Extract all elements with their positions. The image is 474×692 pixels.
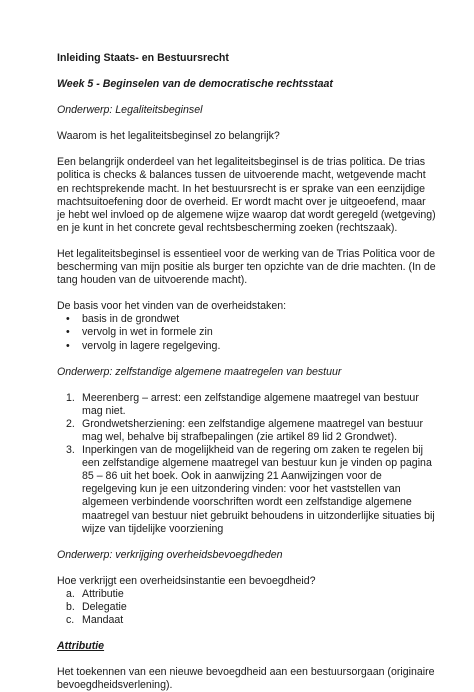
basis-intro: De basis voor het vinden van de overheidstaken: xyxy=(57,300,287,313)
question-bevoegdheid: Hoe verkrijgt een overheidsinstantie een bevoegdheid? xyxy=(57,574,316,587)
bullet-icon: • xyxy=(66,313,70,326)
list-item: c. Mandaat xyxy=(66,614,124,627)
list-item: a. Attributie xyxy=(66,587,124,600)
list-item: 2. Grondwetsherziening: een zelfstandige algemene maatregel van bestuur mag wel, behalve bij strafbepalingen (zie artikel 89 lid 2 Grondwet). xyxy=(66,417,423,443)
question-legaliteit: Waarom is het legaliteitsbeginsel zo belangrijk? xyxy=(57,130,280,143)
list-item: 3. Inperkingen van de mogelijkheid van de regering om zaken te regelen bij een zelfstandige algemene maatregel van bestuur kun je vinden op pagina 85 – 86 uit het boek. Ook in aanwijzing 21 Aanwijzingen voor de regelgeving kun je een uitzondering vinden: voor het vaststellen van algemeen verbindende voorschriften wordt een zelfstandige algemene maatregel van bestuur niet gebruikt behoudens in uitzonderlijke situaties bij wijze van tijdelijke voorziening xyxy=(66,444,435,535)
list-item: 1. Meerenberg – arrest: een zelfstandige algemene maatregel van bestuur mag niet. xyxy=(66,391,419,417)
list-item: • vervolg in lagere regelgeving. xyxy=(66,339,221,352)
paragraph-trias-politica: Een belangrijk onderdeel van het legaliteitsbeginsel is de trias politica. De trias politica is checks & balances tussen de uitvoerende macht, wetgevende macht en rechtsprekende macht. In het bestuursrecht is er sprake van een eenzijdige machtsuitoefening door de overheid. Er wordt macht over je uitgeoefend, maar je hebt wel invloed op de algemene wijze waarop dat wordt geregeld (wetgeving) en je kunt in het concrete geval rechtsbescherming zoeken (rechtszaak). xyxy=(57,156,436,234)
subject-heading-amvb: Onderwerp: zelfstandige algemene maatregelen van bestuur xyxy=(57,365,342,378)
list-item: • vervolg in wet in formele zin xyxy=(66,326,213,339)
attributie-text: Het toekennen van een nieuwe bevoegdheid aan een bestuursorgaan (originaire bevoegdheidsverlening). xyxy=(57,666,435,692)
document-title: Inleiding Staats- en Bestuursrecht xyxy=(57,52,229,64)
bullet-icon: • xyxy=(66,339,70,352)
subject-heading-legaliteit: Onderwerp: Legaliteitsbeginsel xyxy=(57,104,203,117)
list-item: • basis in de grondwet xyxy=(66,313,180,326)
amvb-list xyxy=(57,392,436,536)
bullet-icon: • xyxy=(66,326,70,339)
week-heading: Week 5 - Beginselen van de democratische rechtsstaat xyxy=(57,78,333,91)
basis-list xyxy=(57,313,436,352)
attributie-heading: Attributie xyxy=(57,640,105,653)
list-item: b. Delegatie xyxy=(66,601,127,613)
subject-heading-bevoegdheden: Onderwerp: verkrijging overheidsbevoegdheden xyxy=(57,548,283,561)
ways-list xyxy=(57,588,436,627)
paragraph-legaliteit-essentieel: Het legaliteitsbeginsel is essentieel voor de werking van de Trias Politica voor de bescherming van mijn positie als burger ten opzichte van de drie machten. (In de tang houden van de uitvoerende macht). xyxy=(57,247,436,287)
